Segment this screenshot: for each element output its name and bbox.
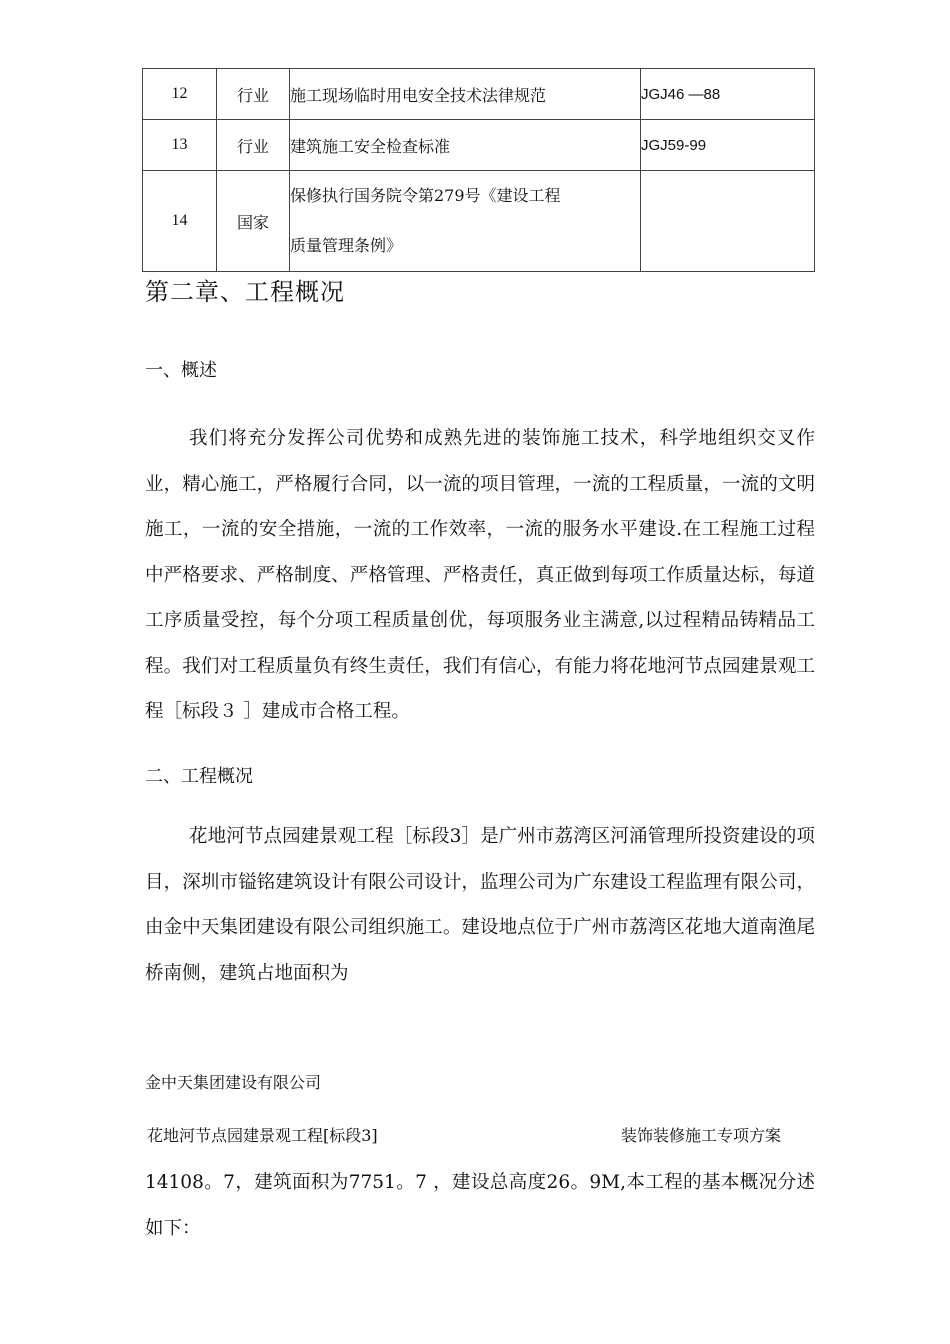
running-header-doc-type: 装饰装修施工专项方案	[621, 1126, 782, 1145]
row-standard-code: JGJ46 —88	[641, 69, 815, 120]
row-standard-name: 施工现场临时用电安全技术法律规范	[290, 69, 641, 120]
row-level: 国家	[217, 171, 290, 272]
row-number: 14	[143, 171, 217, 272]
row-level: 行业	[217, 120, 290, 171]
running-header-project: 花地河节点园建景观工程[标段3]	[147, 1126, 378, 1145]
chapter-title: 第二章、工程概况	[145, 278, 345, 306]
section-heading-project: 二、工程概况	[145, 766, 253, 787]
project-paragraph: 花地河节点园建景观工程［标段3］是广州市荔湾区河涌管理所投资建设的项目，深圳市镒铭建筑设计有限公司设计，监理公司为广东建设工程监理有限公司，由金中天集团建设有限公司组织施工。建设地点位于广州市荔湾区花地大道南渔尾桥南侧，建筑占地面积为	[145, 826, 815, 984]
row-standard-code: JGJ59-99	[641, 120, 815, 171]
table-row	[143, 69, 815, 120]
row-standard-name	[290, 171, 641, 272]
row-standard-name-line: 保修执行国务院令第279号《建设工程	[290, 186, 561, 205]
section-heading-overview: 一、概述	[145, 360, 217, 381]
table-row	[143, 120, 815, 171]
overview-paragraph: 我们将充分发挥公司优势和成熟先进的装饰施工技术，科学地组织交叉作业，精心施工，严格履行合同，以一流的项目管理，一流的工程质量，一流的文明施工，一流的安全措施，一流的工作效率，一流的服务水平建设.在工程施工过程中严格要求、严格制度、严格管理、严格责任，真正做到每项工作质量达标，每道工序质量受控，每个分项工程质量创优，每项服务业主满意,以过程精品铸精品工程。我们对工程质量负有终生责任，我们有信心，有能力将花地河节点园建景观工程［标段３ ］建成市合格工程。	[145, 428, 815, 722]
standards-table	[142, 68, 815, 272]
row-standard-name: 建筑施工安全检查标准	[290, 120, 641, 171]
row-standard-code	[641, 171, 815, 272]
row-level: 行业	[217, 69, 290, 120]
row-number: 13	[143, 120, 217, 171]
row-number: 12	[143, 69, 217, 120]
footer-company-name: 金中天集团建设有限公司	[145, 1073, 322, 1092]
row-standard-name-line: 质量管理条例》	[290, 236, 403, 255]
table-row	[143, 171, 815, 272]
continuation-paragraph: 14108。7，建筑面积为7751。7 ，建设总高度26。9M,本工程的基本概况分述如下：	[145, 1172, 815, 1239]
